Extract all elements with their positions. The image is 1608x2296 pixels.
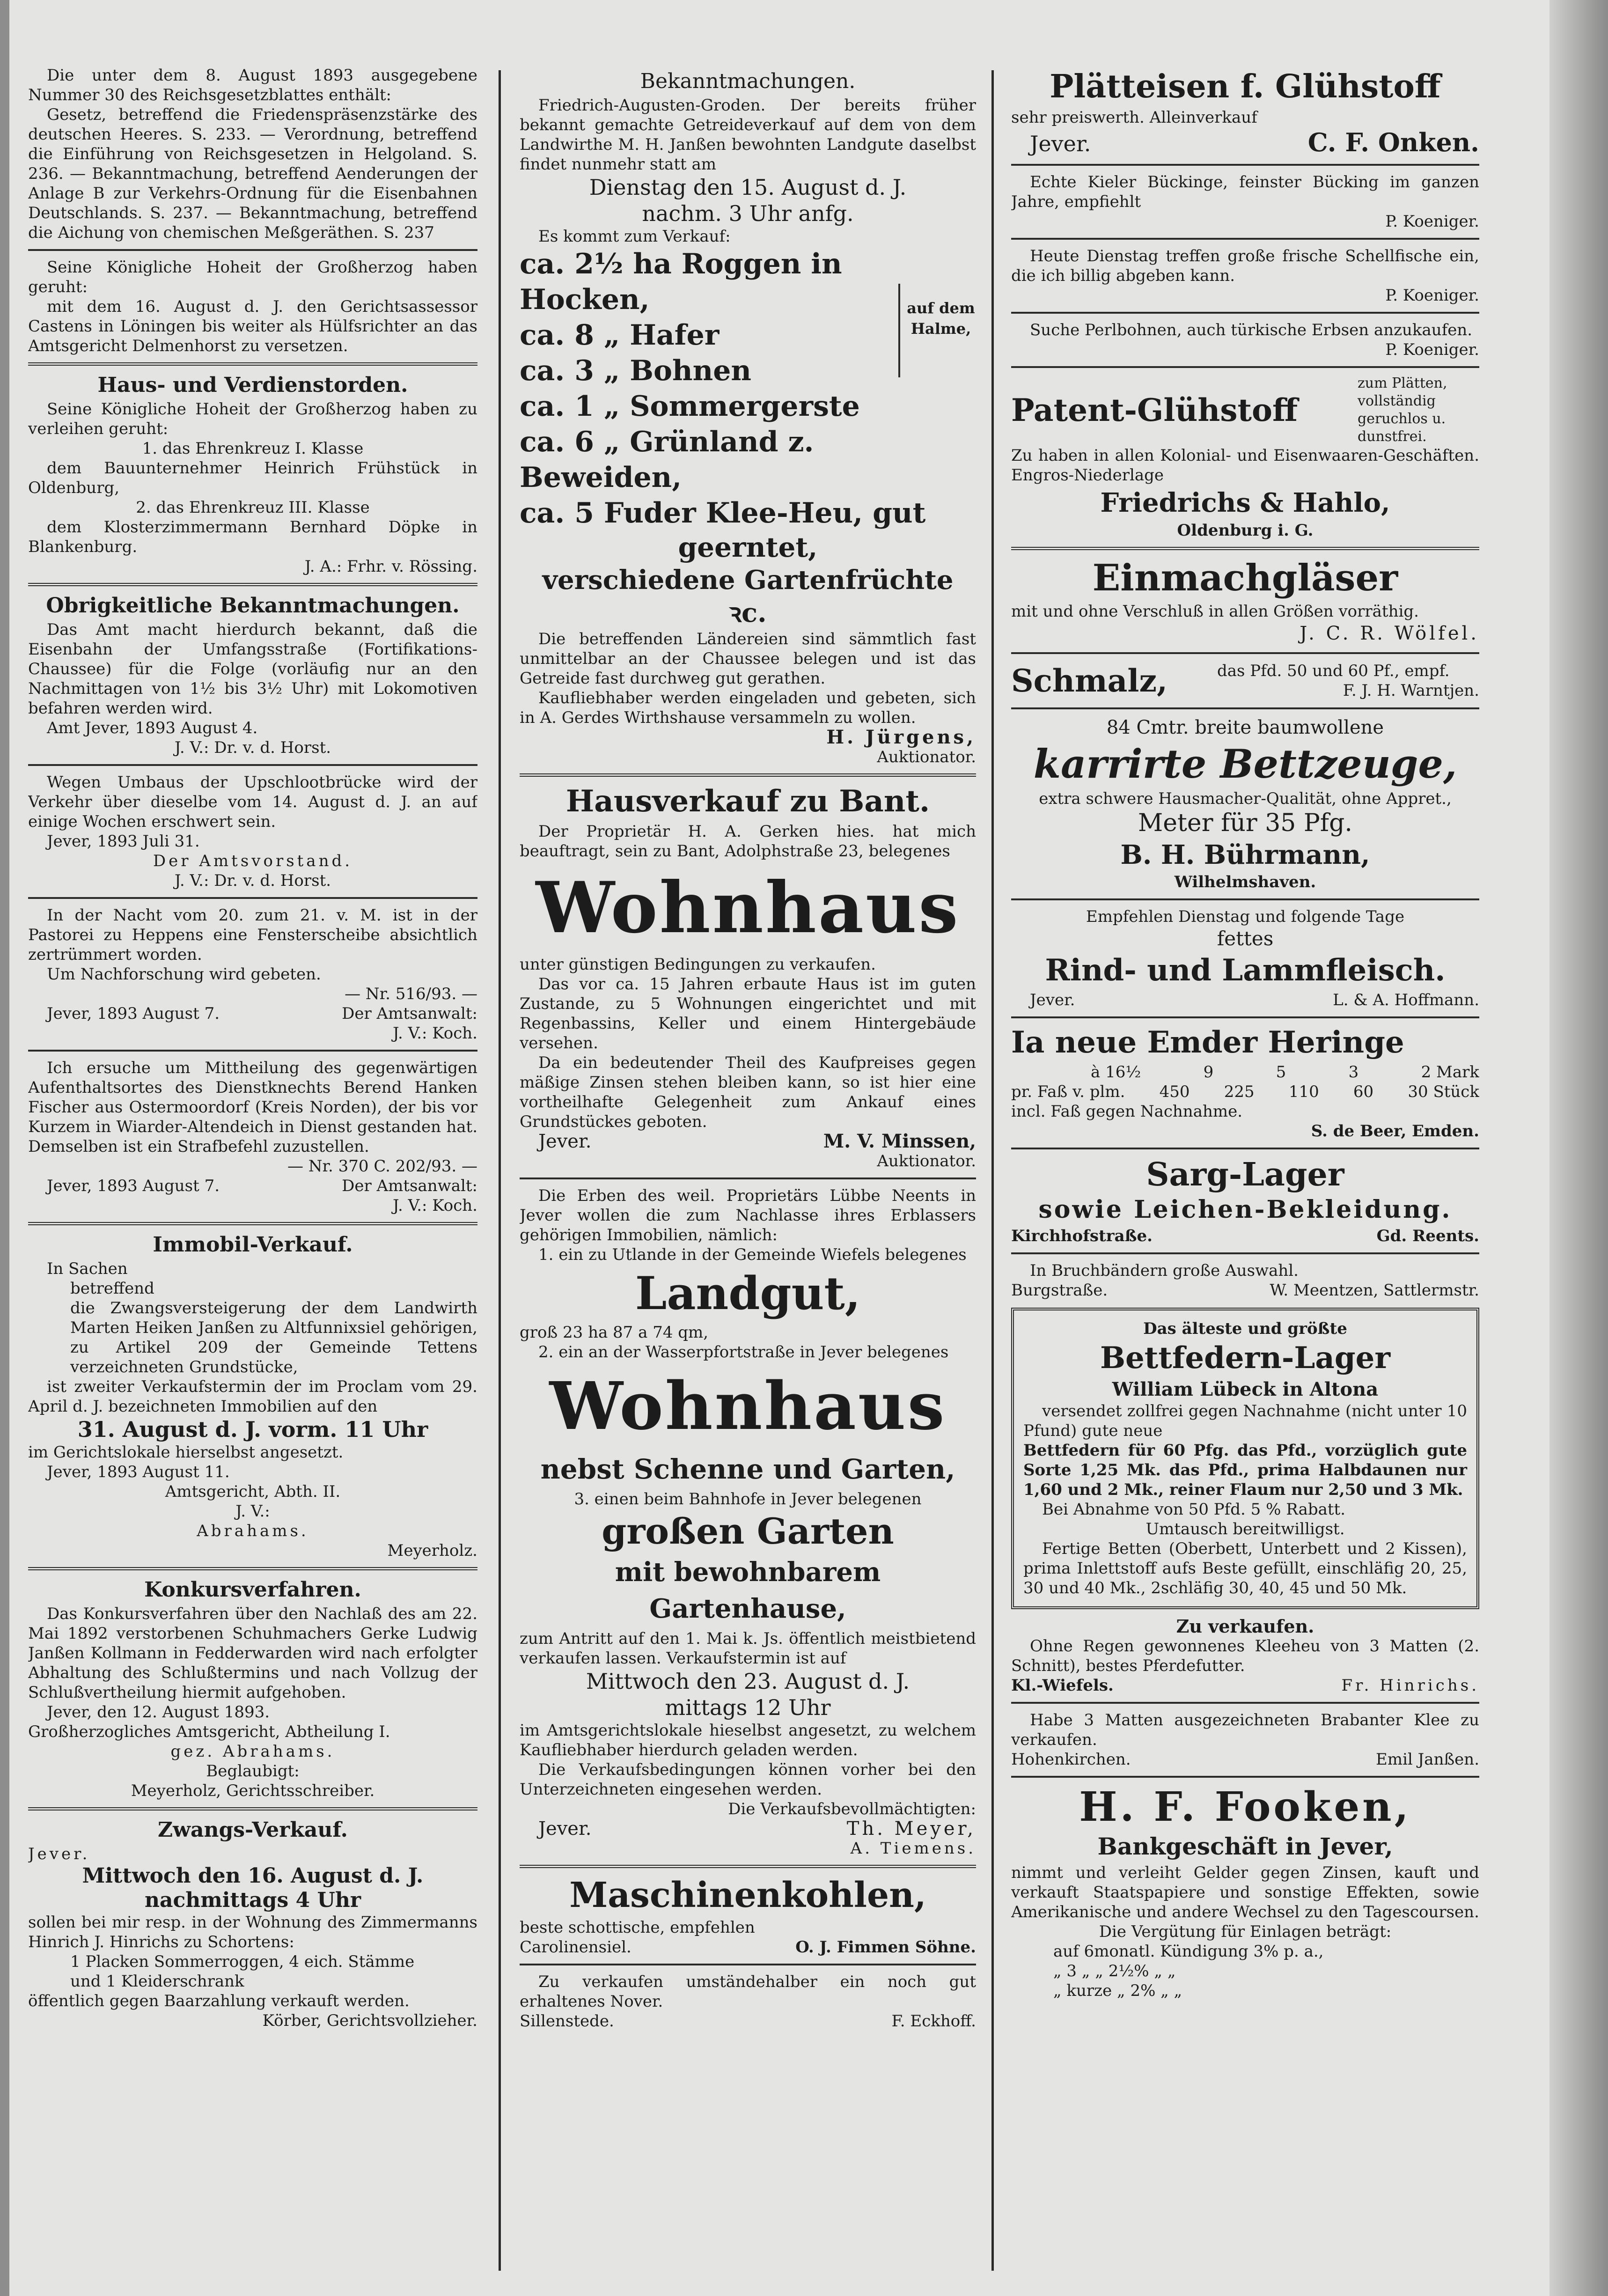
sale-items — [520, 246, 976, 531]
ad-subheading: Bankgeschäft in Jever, — [1097, 1832, 1393, 1860]
auction-date: Mittwoch den 23. August d. J. — [586, 1669, 910, 1694]
street: Kirchhofstraße. — [1011, 1227, 1153, 1245]
divider — [28, 583, 477, 586]
auction-date: Mittwoch den 16. August d. J. — [82, 1864, 424, 1888]
notice-text: Friedrich-Augusten-Groden. Der bereits früher bekannt gemachte Getreideverkauf auf dem von dem Landwirthe M. H. Janßen bewohnten Landgute daselbst findet nunmehr statt am — [520, 96, 976, 174]
ad-text: Bei Abnahme von 50 Pfd. 5 % Rabatt. — [1042, 1500, 1346, 1519]
signature: P. Koeniger. — [1385, 212, 1479, 231]
divider — [520, 773, 976, 777]
org: Der Amtsanwalt: — [342, 1177, 477, 1195]
ad-heading: Maschinenkohlen, — [569, 1875, 926, 1915]
place: Sillenstede. — [520, 2012, 614, 2031]
ad-text: beste schottische, empfehlen — [520, 1918, 755, 1937]
divider — [1011, 238, 1479, 240]
section-heading: Haus- und Verdienstorden. — [97, 373, 408, 397]
notice-text: Um Nachforschung wird gebeten. — [47, 965, 321, 984]
page-edge — [1549, 0, 1608, 2296]
auction-date: 31. August d. J. vorm. 11 Uhr — [77, 1417, 428, 1442]
divider — [28, 897, 477, 899]
court: Großherzogliches Amtsgericht, Abtheilung I. — [28, 1722, 390, 1741]
signature: W. Meentzen, Sattlermstr. — [1270, 1281, 1479, 1300]
signature: O. J. Fimmen Söhne. — [795, 1938, 976, 1957]
ad-text: Zu haben in allen Kolonial- und Eisenwaaren-Geschäften. Engros-Niederlage — [1011, 446, 1479, 485]
signature: C. F. Onken. — [1307, 127, 1479, 157]
ad-price: Meter für 35 Pfg. — [1138, 809, 1352, 837]
divider — [1011, 547, 1479, 550]
ad-text: In Bruchbändern große Auswahl. — [1030, 1261, 1299, 1280]
notice-text: Gesetz, betreffend die Friedenspräsenzstärke des deutschen Heeres. S. 233. — Verordnung, betreffend die Einführung von Reichsgesetzen in Helgoland. S. 236. — Bekanntmachung, betreffend Aenderungen der Anlage B zur Verkehrs-Ordnung für die Eisenbahnen Deutschlands. S. 237. — Bekanntmachung, betreffend die Aichung von chemischen Meßgeräthen. S. 237 — [28, 105, 477, 242]
place-date: Jever, 1893 August 7. — [47, 1177, 220, 1195]
notice-immobil — [28, 1232, 477, 1560]
ad-text: Heute Dienstag treffen große frische Schellfische ein, die ich billig abgeben kann. — [1011, 247, 1479, 285]
divider — [1011, 1148, 1479, 1149]
auction-time: nachmittags 4 Uhr — [144, 1888, 361, 1912]
ad-erben — [520, 1186, 976, 1858]
auction-time: mittags 12 Uhr — [665, 1695, 831, 1720]
notice-versetzung — [28, 258, 477, 356]
ad-text: mit und ohne Verschluß in allen Größen vorräthig. — [1011, 602, 1419, 621]
street: Burgstraße. — [1011, 1281, 1108, 1300]
place: Jever. — [538, 1131, 592, 1152]
ad-text: 2. ein an der Wasserpfortstraße in Jever belegenes — [538, 1343, 949, 1361]
place-date: Jever, 1893 August 7. — [47, 1004, 220, 1023]
place: Kl.-Wiefels. — [1011, 1676, 1114, 1695]
ad-text: Habe 3 Matten ausgezeichneten Brabanter Klee zu verkaufen. — [1011, 1711, 1479, 1749]
ad-text: Da ein bedeutender Theil des Kaufpreises gegen mäßige Zinsen stehen bleiben kann, so ist hier eine vortheilhafte Gelegenheit zum Ankauf eines Grundstückes geboten. — [520, 1053, 976, 1131]
ad-text: das Pfd. 50 und 60 Pf., empf. — [1217, 662, 1450, 680]
price-cell: 2 Mark — [1421, 1063, 1479, 1082]
ad-heringe — [1011, 1025, 1479, 1141]
ad-bueckinge — [1011, 172, 1479, 231]
ad-text: Die Erben des weil. Proprietärs Lübbe Neents in Jever wollen die zum Nachlasse ihres Erblassers gehörigen Immobilien, nämlich: — [520, 1186, 976, 1244]
ad-firm: B. H. Bührmann, — [1120, 839, 1370, 870]
column-2 — [520, 66, 976, 2285]
auction-date: Dienstag den 15. August d. J. — [589, 175, 907, 200]
sale-item: ca. 6 „ Grünland z. Beweiden, — [520, 426, 814, 494]
place-date: Amt Jever, 1893 August 4. — [47, 719, 258, 737]
ad-text: 84 Cmtr. breite baumwollene — [1106, 717, 1384, 738]
divider — [1011, 1702, 1479, 1704]
ad-text: Das älteste und größte — [1143, 1319, 1347, 1338]
ad-text: Die Verkaufsbedingungen können vorher bei den Unterzeichneten eingesehen werden. — [520, 1760, 976, 1799]
brace-label: auf dem Halme, — [907, 299, 975, 338]
signature: J. A.: Frhr. v. Rössing. — [304, 557, 477, 576]
notice-orden — [28, 372, 477, 576]
place: Jever. — [538, 1818, 592, 1840]
divider — [1011, 707, 1479, 709]
ad-text: incl. Faß gegen Nachnahme. — [1011, 1102, 1243, 1121]
ad-text: zum Antritt auf den 1. Mai k. Js. öffentlich meistbietend verkaufen lassen. Verkaufstermin ist auf — [520, 1629, 976, 1668]
ad-text: Die Vergütung für Einlagen beträgt: — [1099, 1922, 1392, 1941]
ad-heading: sowie Leichen-Bekleidung. — [1038, 1195, 1452, 1224]
signature: A. Tiemens. — [850, 1839, 976, 1858]
auction-time: nachm. 3 Uhr anfg. — [642, 201, 854, 226]
ad-text: Bettfedern für 60 Pfg. das Pfd., vorzüglich gute Sorte 1,25 Mk. das Pfd., prima Halbdaunen nur 1,60 und 2 Mk., reiner Flaum nur 2,50 und 3 Mk. — [1023, 1441, 1467, 1499]
price-cell: 9 — [1203, 1063, 1214, 1082]
divider — [1011, 652, 1479, 654]
notice-text: Seine Königliche Hoheit der Großherzog haben zu verleihen geruht: — [28, 400, 477, 438]
signature: Beglaubigt: — [206, 1762, 300, 1781]
ad-heading-big: Wohnhaus — [549, 1368, 947, 1445]
divider — [1011, 898, 1479, 900]
notice-text: Kaufliebhaber werden eingeladen und gebeten, sich in A. Gerdes Wirthshause versammeln zu wollen. — [520, 689, 976, 727]
sale-item: ca. 1 „ Sommergerste — [520, 390, 860, 423]
ad-text: Echte Kieler Bückinge, feinster Bücking im ganzen Jahre, empfiehlt — [1011, 173, 1479, 211]
section-heading: Bekanntmachungen. — [640, 69, 856, 93]
price-cell: 5 — [1276, 1063, 1286, 1082]
ad-heading: Hausverkauf zu Bant. — [565, 784, 930, 819]
notice-reichsgesetzblatt — [28, 66, 477, 243]
signature: J. V.: — [235, 1502, 270, 1521]
count-cell: 60 — [1353, 1082, 1374, 1101]
place: Jever. — [1030, 131, 1091, 156]
notice-text: 2. das Ehrenkreuz III. Klasse — [136, 498, 370, 517]
ad-text: Das vor ca. 15 Jahren erbaute Haus ist im guten Zustande, zu 5 Wohnungen eingerichtet und mit Regenbassins, Keller und einem Hintergebäude versehen. — [520, 975, 976, 1052]
court: Amtsgericht, Abth. II. — [165, 1482, 341, 1501]
signature: J. C. R. Wölfel. — [1300, 623, 1479, 644]
divider — [28, 1050, 477, 1052]
section-heading: Konkursverfahren. — [144, 1578, 361, 1602]
ad-plaetteisen — [1011, 67, 1479, 157]
notice-text: sollen bei mir resp. in der Wohnung des Zimmermanns Hinrich J. Hinrichs zu Schortens: — [28, 1913, 477, 1951]
ad-bekanntmachungen — [520, 68, 976, 767]
ad-maschinenkohlen — [520, 1875, 976, 1957]
divider — [520, 1865, 976, 1868]
ad-heading: Bettfedern-Lager — [1100, 1340, 1391, 1376]
column-1 — [28, 66, 477, 2285]
signature: J. V.: Koch. — [393, 1196, 477, 1215]
notice-text: die Zwangsversteigerung der dem Landwirth Marten Heiken Janßen zu Altfunnixsiel gehörigen, zu Artikel 209 der Gemeinde Tettens verzeichneten Grundstücke, — [70, 1299, 477, 1376]
price-label: pr. Faß v. plm. — [1011, 1082, 1125, 1101]
notice-text: In Sachen — [47, 1259, 128, 1278]
ad-heading: Zu verkaufen. — [1176, 1616, 1314, 1637]
notice-text: Ich ersuche um Mittheilung des gegenwärtigen Aufenthaltsortes des Dienstknechts Berend Hanken Fischer aus Ostermoordorf (Kreis Norden), der bis vor Kurzem in Wiarder-Altendeich in Dienst gestanden hat. Demselben ist ein Strafbefehl zuzustellen. — [28, 1059, 477, 1156]
ad-heading-big: Wohnhaus — [536, 867, 960, 949]
signature-title: Auktionator. — [877, 748, 976, 766]
signature: Th. Meyer, — [846, 1818, 976, 1840]
ad-heading: Patent-Glühstoff — [1011, 392, 1298, 428]
count-cell: 225 — [1224, 1082, 1255, 1101]
divider — [28, 362, 477, 366]
ad-heading: nebst Schenne und Garten, — [540, 1453, 955, 1485]
divider — [1011, 164, 1479, 166]
notice-text: dem Klosterzimmermann Bernhard Döpke in Blankenburg. — [28, 518, 477, 556]
ad-bettfedern — [1011, 1308, 1479, 1609]
notice-text: ist zweiter Verkaufstermin der im Proclam vom 29. April d. J. bezeichneten Immobilien auf den — [28, 1377, 477, 1416]
ad-heading: großen Garten — [602, 1510, 894, 1552]
ad-text: Ohne Regen gewonnenes Kleeheu von 3 Matten (2. Schnitt), bestes Pferdefutter. — [1011, 1637, 1479, 1675]
ad-text: Empfehlen Dienstag und folgende Tage — [1086, 907, 1405, 926]
divider — [28, 249, 477, 251]
notice-text: Das Amt macht hierdurch bekannt, daß die Eisenbahn der Umfangsstraße (Fortifikations-Chaussee) für die Folge (vorläufig nur an den Nachmittagen von 1½ bis 3½ Uhr) mit Lokomotiven befahren werden wird. — [28, 620, 477, 718]
ad-city: Wilhelmshaven. — [1174, 873, 1316, 891]
org: Der Amtsvorstand. — [153, 852, 353, 870]
signature: S. de Beer, Emden. — [1311, 1122, 1479, 1141]
signature: M. V. Minssen, — [823, 1130, 976, 1152]
notice-text: betreffend — [70, 1279, 154, 1298]
ad-text: Umtausch bereitwilligst. — [1145, 1520, 1345, 1538]
column-rule-2 — [991, 70, 994, 2271]
notice-zwangsverkauf — [28, 1817, 477, 2031]
notice-text: öffentlich gegen Baarzahlung verkauft werden. — [28, 1992, 410, 2010]
sale-item: ca. 5 Fuder Klee-Heu, gut — [520, 497, 926, 530]
price-cell: à 16½ — [1091, 1063, 1141, 1082]
ad-heading: Rind- und Lammfleisch. — [1045, 953, 1446, 988]
notice-text: Seine Königliche Hoheit der Großherzog haben geruht: — [28, 258, 477, 296]
ad-schmalz — [1011, 661, 1479, 701]
ad-text: Zu verkaufen umständehalber ein noch gut erhaltenes Nover. — [520, 1972, 976, 2011]
ad-text: sehr preiswerth. Alleinverkauf — [1011, 108, 1257, 127]
section-heading: Zwangs-Verkauf. — [157, 1818, 348, 1842]
ad-text: fettes — [1217, 927, 1274, 950]
ad-schellfische — [1011, 246, 1479, 305]
ad-heading: karrirte Bettzeuge, — [1033, 741, 1457, 787]
signature: J. V.: Dr. v. d. Horst. — [174, 738, 331, 757]
signature: Abrahams. — [197, 1522, 309, 1540]
place-date: Jever, den 12. August 1893. — [47, 1703, 270, 1722]
sale-item: ca. 8 „ Hafer — [520, 319, 720, 352]
notice-text: Die betreffenden Ländereien sind sämmtlich fast unmittelbar an der Chaussee belegen und ist das Getreide fast durchweg gut gerathen. — [520, 630, 976, 688]
ad-text: Fertige Betten (Oberbett, Unterbett und 2 Kissen), prima Inlettstoff aufs Beste gefüllt, einschläfig 20, 25, 30 und 40 Mk., 2schläfig 30, 40, 45 und 50 Mk. — [1023, 1539, 1467, 1597]
notice-text: In der Nacht vom 20. zum 21. v. M. ist in der Pastorei zu Heppens eine Fensterscheibe absichtlich zertrümmert worden. — [28, 906, 477, 964]
rate-row: „ kurze „ 2% „ „ — [1053, 1981, 1182, 2000]
ad-firm: William Lübeck in Altona — [1112, 1378, 1379, 1400]
ad-sarglager — [1011, 1156, 1479, 1246]
ad-bettzeuge — [1011, 716, 1479, 892]
ad-heading: Sarg-Lager — [1146, 1156, 1344, 1193]
ad-text: extra schwere Hausmacher-Qualität, ohne Appret., — [1039, 789, 1452, 808]
ad-einmachglaeser — [1011, 557, 1479, 646]
signature: J. V.: Dr. v. d. Horst. — [174, 871, 331, 890]
notice-text: Das Konkursverfahren über den Nachlaß des am 22. Mai 1892 verstorbenen Schuhmachers Gerke Ludwig Janßen Kollmann in Fedderwarden wird nach erfolgter Abhaltung des Schlußtermins und nach Vollzug der Schlußvertheilung hiermit aufgehoben. — [28, 1604, 477, 1702]
item: 1 Placken Sommerroggen, 4 eich. Stämme — [70, 1952, 415, 1971]
ad-patent-gluehstoff — [1011, 375, 1479, 540]
ad-heading: mit bewohnbarem Gartenhause, — [615, 1557, 881, 1624]
notice-konkurs — [28, 1577, 477, 1801]
org: Der Amtsanwalt: — [342, 1004, 477, 1023]
ad-text: versendet zollfrei gegen Nachnahme (nicht unter 10 Pfund) gute neue — [1023, 1402, 1467, 1440]
column-rule-1 — [499, 70, 501, 2271]
ad-firm: Friedrichs & Hahlo, — [1100, 487, 1390, 518]
ad-hausverkauf — [520, 783, 976, 1171]
place: Carolinensiel. — [520, 1938, 631, 1957]
signature: Gd. Reents. — [1376, 1227, 1479, 1245]
signature-title: Auktionator. — [877, 1152, 976, 1170]
sale-item: verschiedene Gartenfrüchte ꝛc. — [542, 565, 954, 628]
signature: H. Jürgens, — [826, 726, 976, 748]
notice-text: 1. das Ehrenkreuz I. Klasse — [142, 439, 364, 458]
item: und 1 Kleiderschrank — [70, 1972, 244, 1991]
notice-text: Die unter dem 8. August 1893 ausgegebene Nummer 30 des Reichsgesetzblattes enthält: — [28, 66, 477, 104]
price-cell: 3 — [1348, 1063, 1359, 1082]
section-heading: Obrigkeitliche Bekanntmachungen. — [46, 594, 460, 618]
ad-text: nimmt und verleiht Gelder gegen Zinsen, kauft und verkauft Staatspapiere und sonstige Effekten, sowie Amerikanische und andere Wechsel zu den Tagescoursen. — [1011, 1863, 1479, 1921]
notice-text: Wegen Umbaus der Upschlootbrücke wird der Verkehr über dieselbe vom 14. August d. J. an auf einige Wochen erschwert sein. — [28, 773, 477, 831]
signature: F. J. H. Warntjen. — [1343, 681, 1479, 700]
ad-zu-verkaufen — [1011, 1617, 1479, 1695]
ad-perlbohnen — [1011, 320, 1479, 360]
notice-text: Es kommt zum Verkauf: — [538, 227, 731, 246]
reference-number: — Nr. 370 C. 202/93. — — [287, 1157, 477, 1176]
signature: P. Koeniger. — [1385, 286, 1479, 305]
ad-text: Der Proprietär H. A. Gerken hies. hat mich beauftragt, sein zu Bant, Adolphstraße 23, belegenes — [520, 822, 976, 861]
ad-heading-big: Landgut, — [635, 1267, 861, 1320]
divider — [28, 1222, 477, 1225]
ad-heading: Ia neue Emder Heringe — [1011, 1025, 1404, 1060]
ad-text: 1. ein zu Utlande in der Gemeinde Wiefels belegenes — [538, 1245, 967, 1264]
reference-number: — Nr. 516/93. — — [345, 985, 477, 1003]
notice-text: im Gerichtslokale hierselbst angesetzt. — [28, 1443, 344, 1462]
signature: Emil Janßen. — [1376, 1750, 1479, 1769]
section-heading: Immobil-Verkauf. — [153, 1233, 353, 1257]
ad-heading: Schmalz, — [1011, 662, 1167, 699]
notice-text: mit dem 16. August d. J. den Gerichtsassessor Castens in Löningen bis weiter als Hülfsrichter an das Amtsgericht Delmenhorst zu versetzen. — [28, 297, 477, 355]
ad-heading: H. F. Fooken, — [1079, 1783, 1411, 1831]
signature: F. Eckhoff. — [891, 2012, 976, 2031]
signature: Meyerholz. — [387, 1541, 477, 1560]
ad-text: Suche Perlbohnen, auch türkische Erbsen anzukaufen. — [1030, 321, 1473, 339]
place-date: Jever, 1893 Juli 31. — [47, 832, 200, 851]
signature: Fr. Hinrichs. — [1341, 1676, 1479, 1695]
divider — [1011, 366, 1479, 368]
ad-rindfleisch — [1011, 907, 1479, 1010]
ad-nover — [520, 1972, 976, 2031]
sale-item: geerntet, — [678, 531, 818, 563]
divider — [1011, 312, 1479, 314]
ad-text: im Amtsgerichtslokale hieselbst angesetzt, zu welchem Kaufliebhaber hierdurch geladen werden. — [520, 1721, 976, 1759]
signature: P. Koeniger. — [1385, 340, 1479, 359]
sale-item: ca. 3 „ Bohnen — [520, 354, 751, 387]
ad-fooken — [1011, 1784, 1479, 2001]
count-cell: 450 — [1159, 1082, 1190, 1101]
rate-row: auf 6monatl. Kündigung 3% p. a., — [1053, 1942, 1324, 1961]
signature: Meyerholz, Gerichtsschreiber. — [131, 1781, 375, 1800]
divider — [1011, 1252, 1479, 1254]
place: Jever. — [1030, 991, 1075, 1009]
notice-text: dem Bauunternehmer Heinrich Frühstück in Oldenburg, — [28, 459, 477, 497]
signature: Körber, Gerichtsvollzieher. — [262, 2011, 477, 2030]
ad-bruchbaender — [1011, 1261, 1479, 1300]
divider — [520, 1964, 976, 1965]
notice-obrigkeitlich — [28, 593, 477, 1215]
signature: J. V.: Koch. — [393, 1024, 477, 1043]
divider — [28, 1567, 477, 1570]
signature: L. & A. Hoffmann. — [1333, 991, 1479, 1009]
place: Jever. — [28, 1845, 90, 1863]
ad-heading: Einmachgläser — [1092, 557, 1398, 599]
divider — [28, 764, 477, 766]
place: Hohenkirchen. — [1011, 1750, 1131, 1769]
count-cell: 110 — [1288, 1082, 1319, 1101]
divider — [1011, 1016, 1479, 1018]
ad-text: Die Verkaufsbevollmächtigten: — [728, 1800, 976, 1818]
sale-item: ca. 2½ ha Roggen in Hocken, — [520, 248, 842, 316]
place-date: Jever, 1893 August 11. — [47, 1463, 230, 1481]
ad-klee — [1011, 1710, 1479, 1769]
column-3 — [1011, 66, 1479, 2285]
ad-city: Oldenburg i. G. — [1177, 521, 1314, 540]
ad-text: groß 23 ha 87 a 74 qm, — [520, 1323, 709, 1342]
signature: gez. Abrahams. — [170, 1742, 335, 1761]
ad-text: 3. einen beim Bahnhofe in Jever belegenen — [574, 1490, 922, 1509]
divider — [520, 1177, 976, 1179]
divider — [28, 1807, 477, 1810]
divider — [1011, 1776, 1479, 1778]
ad-text: zum Plätten, vollständig geruchlos u. dunstfrei. — [1358, 375, 1447, 445]
ad-heading: Plätteisen f. Glühstoff — [1050, 68, 1441, 105]
rate-row: „ 3 „ „ 2½% „ „ — [1053, 1962, 1176, 1980]
brace — [898, 284, 976, 377]
ad-text: unter günstigen Bedingungen zu verkaufen. — [520, 955, 876, 974]
count-cell: 30 Stück — [1408, 1082, 1479, 1101]
